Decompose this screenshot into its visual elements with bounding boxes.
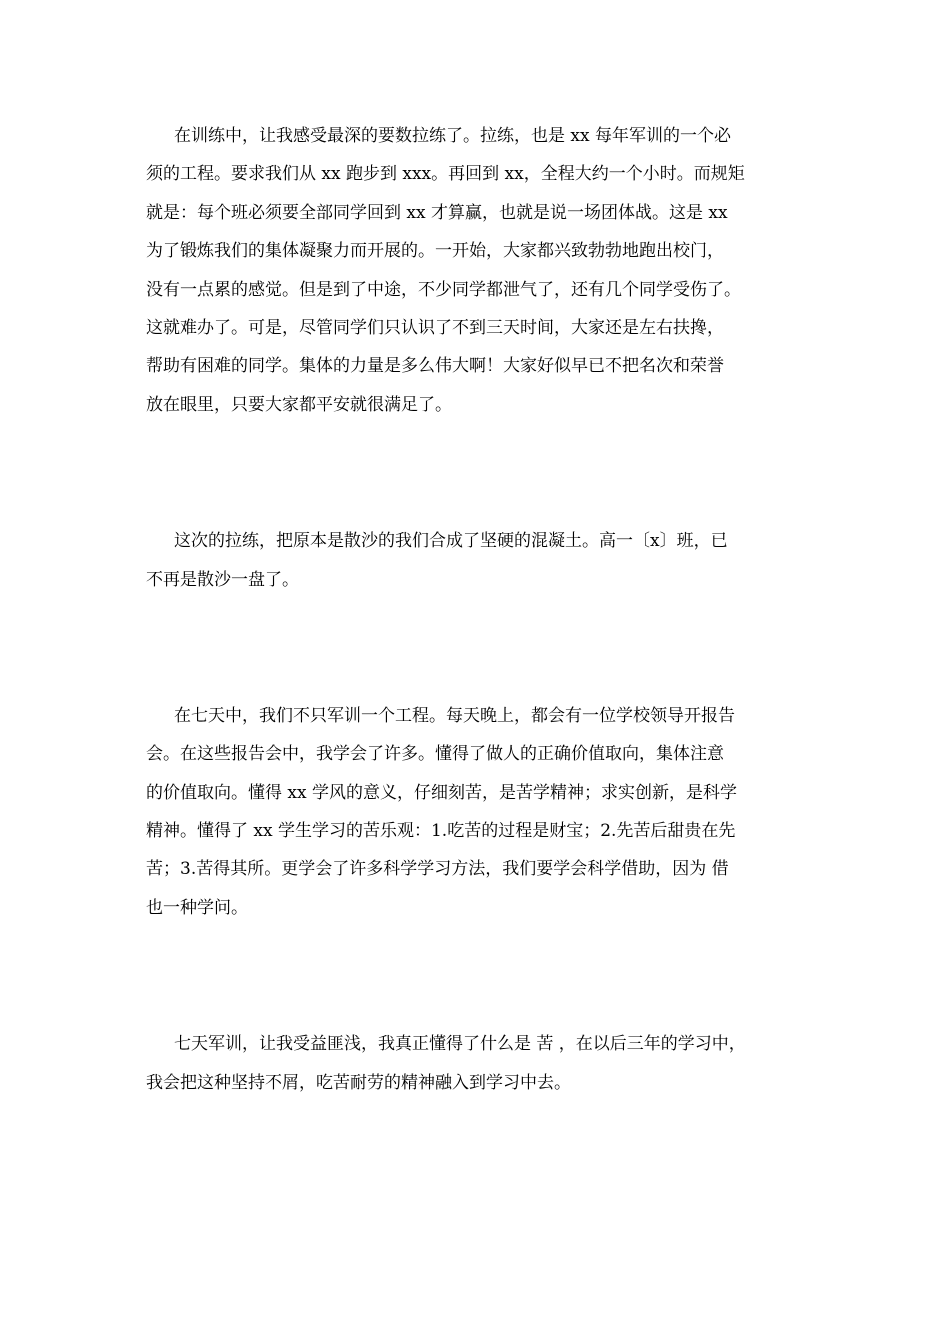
paragraph-line: 也一种学问。 [146,897,248,918]
paragraph-line: 不再是散沙一盘了。 [146,569,299,590]
paragraph-line: 在七天中，我们不只军训一个工程。每天晚上，都会有一位学校领导开报告 [174,705,735,726]
paragraph-line: 在训练中，让我感受最深的要数拉练了。拉练，也是 xx 每年军训的一个必 [174,126,731,146]
paragraph-line: 须的工程。要求我们从 xx 跑步到 xxx。再回到 xx，全程大约一个小时。而规矩 [146,164,745,185]
paragraph-line: 苦；3.苦得其所。更学会了许多科学学习方法，我们要学会科学借助，因为 借 [146,859,729,880]
paragraph-line: 为了锻炼我们的集体凝聚力而开展的。一开始，大家都兴致勃勃地跑出校门， [146,241,724,262]
paragraph-line: 放在眼里，只要大家都平安就很满足了。 [146,394,452,415]
paragraph-training-march [146,117,810,424]
paragraph-line: 会。在这些报告会中，我学会了许多。懂得了做人的正确价值取向，集体注意 [146,744,724,765]
paragraph-line: 七天军训，让我受益匪浅，我真正懂得了什么是 苦 ，在以后三年的学习中， [174,1034,746,1055]
paragraph-line: 我会把这种坚持不屑，吃苦耐劳的精神融入到学习中去。 [146,1072,571,1093]
paragraph-seven-days [146,697,810,927]
paragraph-line: 这就难办了。可是，尽管同学们只认识了不到三天时间，大家还是左右扶搀， [146,317,724,338]
paragraph-line: 没有一点累的感觉。但是到了中途，不少同学都泄气了，还有几个同学受伤了。 [146,279,741,300]
paragraph-concrete [146,522,810,599]
paragraph-line: 就是：每个班必须要全部同学回到 xx 才算赢，也就是说一场团体战。这是 xx [146,202,728,223]
paragraph-line: 精神。懂得了 xx 学生学习的苦乐观：1.吃苦的过程是财宝；2.先苦后甜贵在先 [146,821,736,842]
paragraph-line: 这次的拉练，把原本是散沙的我们合成了坚硬的混凝土。高一〔x〕班，已 [174,531,728,552]
paragraph-line: 帮助有困难的同学。集体的力量是多么伟大啊！大家好似早已不把名次和荣誉 [146,356,724,377]
paragraph-conclusion [146,1025,810,1102]
document-body [146,117,810,1102]
paragraph-line: 的价值取向。懂得 xx 学风的意义，仔细刻苦，是苦学精神；求实创新，是科学 [146,782,737,803]
